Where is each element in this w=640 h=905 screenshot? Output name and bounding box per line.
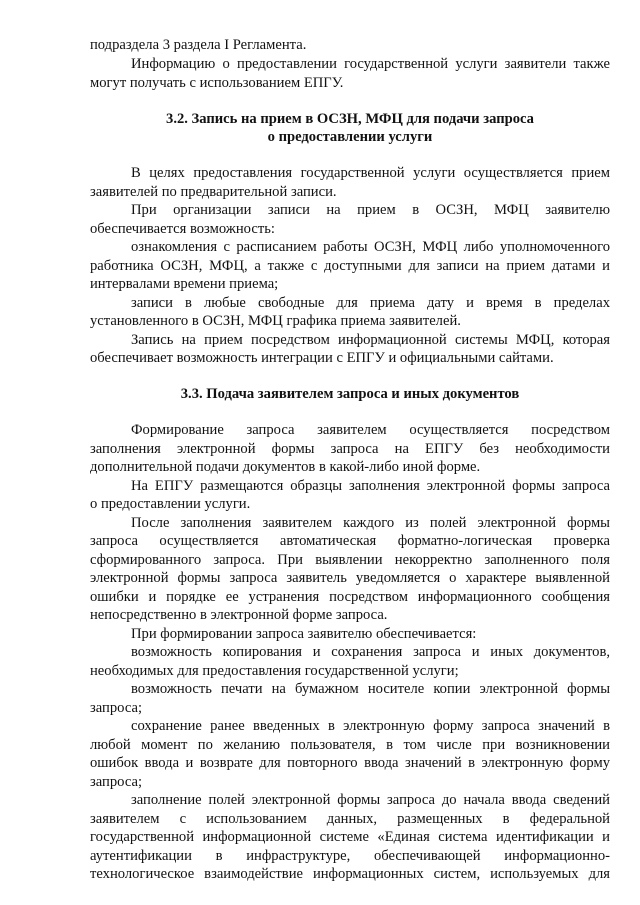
paragraph-line: ошибки и порядке ее устранения посредством информационного сообщения: [90, 589, 610, 605]
paragraph-line: заявителей по предварительной записи.: [90, 184, 337, 200]
paragraph-line: ошибок ввода и возврате для повторного ввода значений в электронную форму: [90, 755, 610, 771]
paragraph-line: технологическое взаимодействие информационных систем, используемых для: [90, 866, 610, 882]
paragraph-line: могут получать с использованием ЕПГУ.: [90, 75, 344, 91]
paragraph-line: При формировании запроса заявителю обеспечивается:: [131, 626, 477, 642]
paragraph-line: любой момент по желанию пользователя, в том числе при возникновении: [90, 737, 610, 753]
paragraph-line: сформированного запроса. При выявлении некорректно заполненного поля: [90, 552, 610, 568]
paragraph-line: установленного в ОСЗН, МФЦ графика приема заявителей.: [90, 313, 461, 329]
paragraph-line: заполнения электронной формы запроса на ЕПГУ без необходимости: [90, 441, 610, 457]
paragraph-line: дополнительной подачи документов в какой-либо иной форме.: [90, 459, 481, 475]
paragraph-line: возможность копирования и сохранения запроса и иных документов,: [131, 644, 610, 660]
paragraph-line: При организации записи на прием в ОСЗН, МФЦ заявителю: [131, 202, 610, 218]
paragraph-line: Информацию о предоставлении государственной услуги заявители также: [131, 56, 610, 72]
paragraph-line: о предоставлении услуги.: [90, 496, 251, 512]
paragraph-line: необходимых для предоставления государственной услуги;: [90, 663, 459, 679]
paragraph-line: заполнение полей электронной формы запроса до начала ввода сведений: [131, 792, 610, 808]
paragraph-line: электронной формы запроса заявитель уведомляется о характере выявленной: [90, 570, 610, 586]
paragraph-line: интервалами времени приема;: [90, 276, 279, 292]
paragraph-line: государственной информационной системе «Единая система идентификации и: [90, 829, 610, 845]
paragraph-line: Запись на прием посредством информационной системы МФЦ, которая: [131, 332, 610, 348]
paragraph-line: заявителем с использованием данных, размещенных в федеральной: [90, 811, 610, 827]
paragraph-line: работника ОСЗН, МФЦ, а также с доступными для записи на прием датами и: [90, 258, 610, 274]
paragraph-line: ознакомления с расписанием работы ОСЗН, МФЦ либо уполномоченного: [131, 239, 610, 255]
section-heading: о предоставлении услуги: [267, 129, 433, 145]
section-heading: 3.2. Запись на прием в ОСЗН, МФЦ для подачи запроса: [166, 111, 534, 127]
paragraph-line: обеспечивается возможность:: [90, 221, 275, 237]
paragraph-line: подраздела 3 раздела I Регламента.: [90, 37, 307, 53]
paragraph-line: сохранение ранее введенных в электронную форму запроса значений в: [131, 718, 610, 734]
paragraph-line: На ЕПГУ размещаются образцы заполнения электронной формы запроса: [131, 478, 610, 494]
paragraph-line: запроса;: [90, 774, 143, 790]
paragraph-line: аутентификации в инфраструктуре, обеспечивающей информационно-: [90, 848, 610, 864]
paragraph-line: возможность печати на бумажном носителе копии электронной формы: [131, 681, 610, 697]
paragraph-line: Формирование запроса заявителем осуществляется посредством: [131, 422, 610, 438]
paragraph-line: После заполнения заявителем каждого из полей электронной формы: [131, 515, 610, 531]
paragraph-line: обеспечивает возможность интеграции с ЕПГУ и официальными сайтами.: [90, 350, 554, 366]
paragraph-line: непосредственно в электронной форме запроса.: [90, 607, 388, 623]
paragraph-line: В целях предоставления государственной услуги осуществляется прием: [131, 165, 610, 181]
paragraph-line: запроса;: [90, 700, 143, 716]
paragraph-line: запроса осуществляется автоматическая форматно-логическая проверка: [90, 533, 610, 549]
section-heading: 3.3. Подача заявителем запроса и иных документов: [180, 386, 520, 402]
paragraph-line: записи в любые свободные для приема дату и время в пределах: [131, 295, 610, 311]
